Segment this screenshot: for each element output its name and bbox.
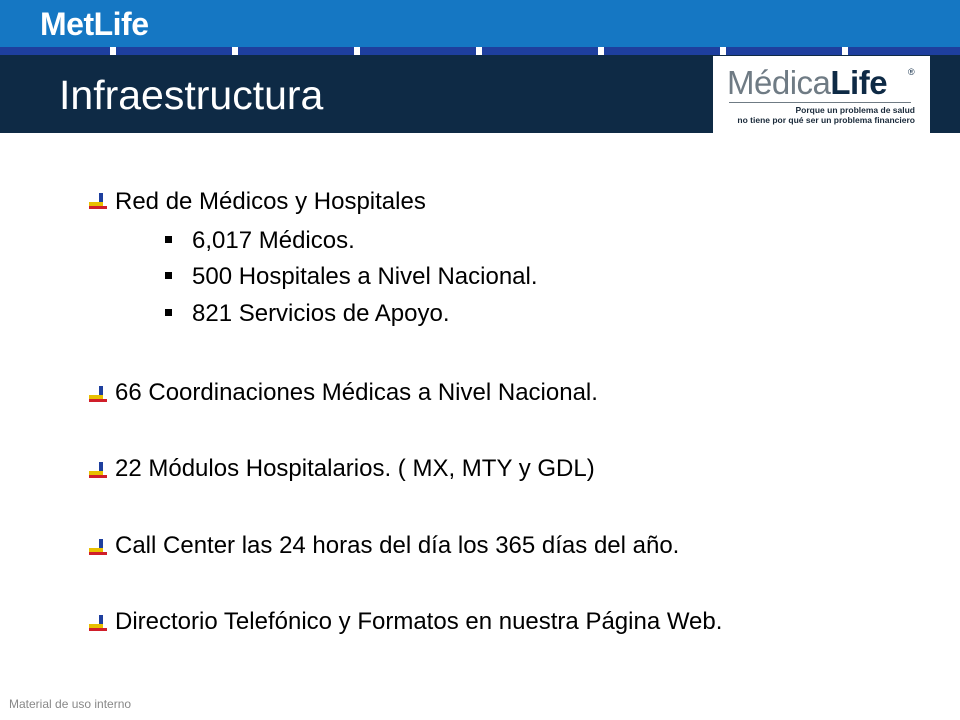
list-item: 22 Módulos Hospitalarios. ( MX, MTY y GDL) <box>115 455 595 482</box>
metlife-logo: MetLife <box>40 6 149 42</box>
registered-mark: ® <box>908 67 915 77</box>
header-stripe-segment <box>482 47 598 55</box>
medicalife-logo <box>713 56 930 133</box>
top-bar <box>0 0 960 47</box>
medicalife-name-part1: Médica <box>727 64 831 101</box>
arrow-down-right-bullet-icon <box>89 386 107 404</box>
medicalife-tagline <box>729 105 915 125</box>
header-stripe-segment <box>238 47 354 55</box>
square-bullet-icon <box>165 236 172 243</box>
square-bullet-icon <box>165 309 172 316</box>
arrow-down-right-bullet-icon <box>89 193 107 211</box>
logo-divider <box>729 102 911 103</box>
header-stripe-segment <box>116 47 232 55</box>
list-item: Directorio Telefónico y Formatos en nuestra Página Web. <box>115 608 723 635</box>
medicalife-name-part2: Life <box>830 64 888 101</box>
footer-note: Material de uso interno <box>9 697 132 711</box>
header-stripe-segment <box>360 47 476 55</box>
header-stripe-segment <box>848 47 960 55</box>
arrow-down-right-bullet-icon <box>89 539 107 557</box>
slide-title: Infraestructura <box>59 72 324 118</box>
list-item: Red de Médicos y Hospitales <box>115 188 426 215</box>
tagline-line-2: no tiene por qué ser un problema financiero <box>737 115 915 125</box>
header-stripe-segment <box>726 47 842 55</box>
header-stripe-segment <box>0 47 110 55</box>
list-item: 66 Coordinaciones Médicas a Nivel Nacional. <box>115 379 598 406</box>
tagline-line-1: Porque un problema de salud <box>795 105 915 115</box>
arrow-down-right-bullet-icon <box>89 462 107 480</box>
sub-list-item: 821 Servicios de Apoyo. <box>192 300 450 327</box>
arrow-down-right-bullet-icon <box>89 615 107 633</box>
header-stripe-segment <box>604 47 720 55</box>
sub-list-item: 6,017 Médicos. <box>192 227 355 254</box>
medicalife-name <box>727 64 887 102</box>
square-bullet-icon <box>165 272 172 279</box>
list-item: Call Center las 24 horas del día los 365 días del año. <box>115 532 680 559</box>
sub-list-item: 500 Hospitales a Nivel Nacional. <box>192 263 538 290</box>
